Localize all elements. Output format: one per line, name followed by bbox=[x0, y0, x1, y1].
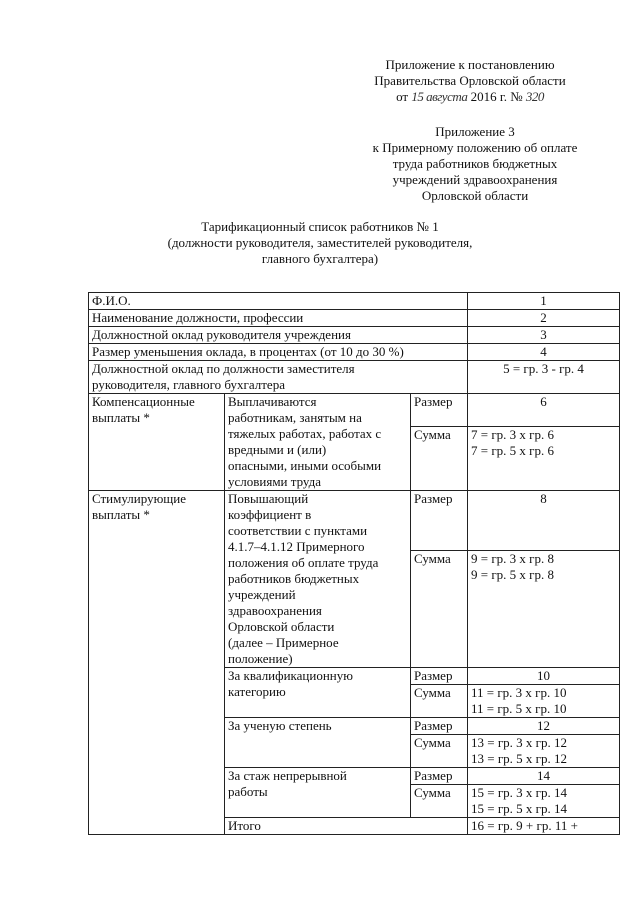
sum-formula: 13 = гр. 5 х гр. 12 bbox=[471, 751, 567, 766]
table-cell-label: Должностной оклад руководителя учреждения bbox=[89, 327, 468, 344]
size-label: Размер bbox=[411, 768, 468, 785]
table-row bbox=[89, 344, 620, 361]
date-suffix: 2016 г. № bbox=[470, 89, 523, 104]
table-cell-label bbox=[89, 361, 468, 394]
sum-formula-cell bbox=[468, 426, 620, 490]
group-cell-compensation bbox=[89, 394, 225, 491]
sum-formula: 15 = гр. 5 х гр. 14 bbox=[471, 801, 567, 816]
sum-formula-cell bbox=[468, 685, 620, 718]
appendix3-line: к Примерному положению об оплате bbox=[372, 140, 578, 155]
table-cell-label: Наименование должности, профессии bbox=[89, 310, 468, 327]
description-line: (далее – Примерное bbox=[228, 635, 339, 650]
size-label: Размер bbox=[411, 491, 468, 551]
date-line bbox=[350, 89, 590, 105]
description-line: здравоохранения bbox=[228, 603, 322, 618]
table-cell-number: 1 bbox=[468, 293, 620, 310]
sum-label: Сумма bbox=[411, 551, 468, 668]
description-cell bbox=[225, 491, 411, 668]
title-line: Тарификационный список работников № 1 bbox=[201, 219, 439, 234]
table-cell-label: Ф.И.О. bbox=[89, 293, 468, 310]
table-row bbox=[89, 310, 620, 327]
tariff-table bbox=[88, 292, 620, 835]
description-cell bbox=[225, 768, 411, 818]
description-line: работников бюджетных bbox=[228, 571, 360, 586]
appendix-header bbox=[350, 57, 590, 105]
description-line: тяжелых работах, работах с bbox=[228, 426, 382, 441]
description-line: За ученую степень bbox=[228, 718, 332, 733]
sum-formula-cell bbox=[468, 785, 620, 818]
description-line: За стаж непрерывной bbox=[228, 768, 347, 783]
description-cell bbox=[225, 718, 411, 768]
number-signature: 320 bbox=[525, 89, 544, 104]
size-value: 8 bbox=[468, 491, 620, 551]
description-line: условиями труда bbox=[228, 474, 321, 489]
sum-formula: 13 = гр. 3 х гр. 12 bbox=[471, 735, 567, 750]
description-line: положение) bbox=[228, 651, 293, 666]
description-line: Орловской области bbox=[228, 619, 335, 634]
date-prefix: от bbox=[396, 89, 409, 104]
table-row bbox=[89, 293, 620, 310]
description-line: соответствии с пунктами bbox=[228, 523, 368, 538]
size-label: Размер bbox=[411, 718, 468, 735]
description-line: вредными и (или) bbox=[228, 442, 327, 457]
sum-formula: 11 = гр. 5 х гр. 10 bbox=[471, 701, 567, 716]
size-label: Размер bbox=[411, 668, 468, 685]
total-label: Итого bbox=[225, 818, 468, 835]
label-line: руководителя, главного бухгалтера bbox=[92, 377, 285, 392]
total-formula: 16 = гр. 9 + гр. 11 + bbox=[468, 818, 620, 835]
description-line: работы bbox=[228, 784, 268, 799]
title-line: главного бухгалтера) bbox=[261, 251, 379, 266]
description-line: За квалификационную bbox=[228, 668, 353, 683]
description-cell bbox=[225, 668, 411, 718]
sum-label: Сумма bbox=[411, 735, 468, 768]
sum-formula: 15 = гр. 3 х гр. 14 bbox=[471, 785, 567, 800]
appendix-line: Правительства Орловской области bbox=[374, 73, 566, 88]
table-cell-number: 3 bbox=[468, 327, 620, 344]
table-row bbox=[89, 327, 620, 344]
description-line: положения об оплате труда bbox=[228, 555, 379, 570]
table-row bbox=[89, 394, 620, 427]
document-title bbox=[150, 219, 490, 267]
description-line: Повышающий bbox=[228, 491, 309, 506]
size-value: 12 bbox=[468, 718, 620, 735]
group-label: выплаты * bbox=[92, 507, 150, 522]
appendix-line: Приложение к постановлению bbox=[385, 57, 555, 72]
description-line: опасными, иными особыми bbox=[228, 458, 382, 473]
table-cell-formula: 5 = гр. 3 - гр. 4 bbox=[468, 361, 620, 394]
table-row bbox=[89, 491, 620, 551]
description-line: учреждений bbox=[228, 587, 296, 602]
table-cell-number: 2 bbox=[468, 310, 620, 327]
description-line: 4.1.7–4.1.12 Примерного bbox=[228, 539, 365, 554]
sum-formula-cell bbox=[468, 735, 620, 768]
sum-label: Сумма bbox=[411, 426, 468, 490]
description-cell bbox=[225, 394, 411, 491]
table-row bbox=[89, 361, 620, 394]
sum-formula: 11 = гр. 3 х гр. 10 bbox=[471, 685, 567, 700]
appendix3-line: Приложение 3 bbox=[435, 124, 515, 139]
appendix3-line: Орловской области bbox=[421, 188, 529, 203]
size-value: 14 bbox=[468, 768, 620, 785]
appendix3-line: труда работников бюджетных bbox=[392, 156, 558, 171]
description-line: категорию bbox=[228, 684, 286, 699]
label-line: Должностной оклад по должности заместителя bbox=[92, 361, 355, 376]
sum-formula: 7 = гр. 5 х гр. 6 bbox=[471, 442, 554, 458]
description-line: коэффициент в bbox=[228, 507, 312, 522]
size-label: Размер bbox=[411, 394, 468, 427]
group-label: Стимулирующие bbox=[92, 491, 187, 506]
sum-formula: 9 = гр. 3 х гр. 8 bbox=[471, 551, 554, 567]
appendix3-line: учреждений здравоохранения bbox=[392, 172, 558, 187]
date-signature: 15 августа bbox=[411, 89, 468, 104]
appendix3-header bbox=[350, 124, 600, 204]
table-cell-number: 4 bbox=[468, 344, 620, 361]
sum-label: Сумма bbox=[411, 785, 468, 818]
group-cell-stimulating bbox=[89, 491, 225, 835]
description-line: работникам, занятым на bbox=[228, 410, 362, 425]
title-line: (должности руководителя, заместителей руководителя, bbox=[167, 235, 473, 250]
group-label: выплаты * bbox=[92, 410, 150, 425]
size-value: 6 bbox=[468, 394, 620, 427]
sum-formula: 9 = гр. 5 х гр. 8 bbox=[471, 567, 554, 583]
group-label: Компенсационные bbox=[92, 394, 195, 409]
size-value: 10 bbox=[468, 668, 620, 685]
sum-label: Сумма bbox=[411, 685, 468, 718]
table-cell-label: Размер уменьшения оклада, в процентах (от 10 до 30 %) bbox=[89, 344, 468, 361]
sum-formula-cell bbox=[468, 551, 620, 668]
sum-formula: 7 = гр. 3 х гр. 6 bbox=[471, 426, 554, 442]
description-line: Выплачиваются bbox=[228, 394, 317, 409]
